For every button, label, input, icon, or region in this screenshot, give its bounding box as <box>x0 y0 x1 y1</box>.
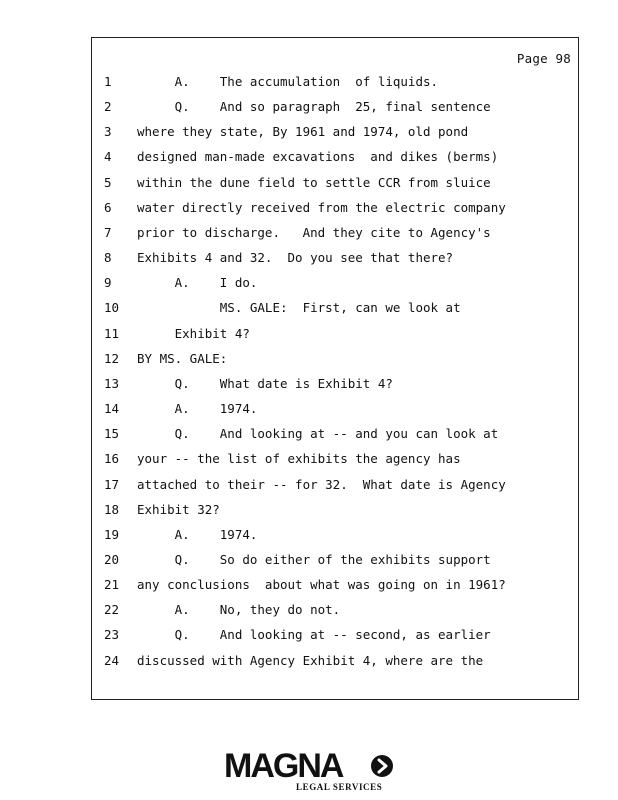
line-text: A. I do. <box>137 275 258 291</box>
line-number: 18 <box>104 501 120 517</box>
line-number: 13 <box>104 375 120 391</box>
line-text: any conclusions about what was going on in 1961? <box>137 577 506 593</box>
transcript-line <box>92 426 578 451</box>
transcript-line <box>92 124 578 149</box>
line-text: A. 1974. <box>137 526 258 542</box>
transcript-line <box>92 275 578 300</box>
page-number: Page 98 <box>516 51 571 66</box>
transcript-line <box>92 175 578 200</box>
line-text: prior to discharge. And they cite to Agency's <box>137 224 491 240</box>
magna-logo <box>224 748 396 792</box>
line-text: Q. And looking at -- and you can look at <box>137 426 499 442</box>
transcript-line <box>92 225 578 250</box>
line-number: 10 <box>104 300 120 316</box>
line-number: 4 <box>104 149 112 165</box>
line-text: water directly received from the electric company <box>137 199 506 215</box>
line-text: attached to their -- for 32. What date is Agency <box>137 476 506 492</box>
transcript-line <box>92 451 578 476</box>
line-number: 14 <box>104 401 120 417</box>
logo-wordmark: MAGNA <box>224 747 343 785</box>
transcript-line <box>92 602 578 627</box>
transcript-line <box>92 552 578 577</box>
line-number: 15 <box>104 426 120 442</box>
line-number: 8 <box>104 250 112 266</box>
transcript-line <box>92 627 578 652</box>
line-text: A. The accumulation of liquids. <box>137 74 439 89</box>
transcript-line <box>92 477 578 502</box>
transcript-line <box>92 99 578 124</box>
chevron-right-circle-icon <box>370 754 394 778</box>
line-text: designed man-made excavations and dikes (berms) <box>137 149 499 165</box>
line-text: Q. What date is Exhibit 4? <box>137 375 393 391</box>
line-text: Q. And looking at -- second, as earlier <box>137 627 491 643</box>
transcript-line <box>92 376 578 401</box>
line-text: Exhibits 4 and 32. Do you see that there? <box>137 250 454 266</box>
line-number: 2 <box>104 99 112 115</box>
transcript-line <box>92 300 578 325</box>
line-text: where they state, By 1961 and 1974, old pond <box>137 124 469 140</box>
line-number: 12 <box>104 350 120 366</box>
transcript-line <box>92 527 578 552</box>
line-text: Exhibit 32? <box>137 501 220 517</box>
line-text: Q. And so paragraph 25, final sentence <box>137 99 491 115</box>
line-text: discussed with Agency Exhibit 4, where are the <box>137 652 484 668</box>
line-number: 24 <box>104 652 120 668</box>
line-number: 1 <box>104 74 112 89</box>
line-number: 19 <box>104 526 120 542</box>
line-number: 3 <box>104 124 112 140</box>
line-text: Q. So do either of the exhibits support <box>137 551 491 567</box>
line-number: 11 <box>104 325 120 341</box>
transcript-page <box>91 37 579 700</box>
transcript-line <box>92 401 578 426</box>
line-text: your -- the list of exhibits the agency has <box>137 451 461 467</box>
transcript-lines <box>92 74 578 678</box>
transcript-line <box>92 149 578 174</box>
line-number: 5 <box>104 174 112 190</box>
line-number: 9 <box>104 275 112 291</box>
line-text: BY MS. GALE: <box>137 350 228 366</box>
line-text: A. No, they do not. <box>137 602 341 618</box>
line-number: 21 <box>104 577 120 593</box>
transcript-line <box>92 653 578 678</box>
line-text: A. 1974. <box>137 401 258 417</box>
line-text: MS. GALE: First, can we look at <box>137 300 461 316</box>
line-number: 7 <box>104 224 112 240</box>
line-text: Exhibit 4? <box>137 325 250 341</box>
line-text: within the dune field to settle CCR from sluice <box>137 174 491 190</box>
line-number: 17 <box>104 476 120 492</box>
logo-subtitle: LEGAL SERVICES <box>296 782 383 792</box>
transcript-line <box>92 577 578 602</box>
transcript-line <box>92 250 578 275</box>
transcript-line <box>92 502 578 527</box>
line-number: 16 <box>104 451 120 467</box>
transcript-line <box>92 74 578 99</box>
line-number: 6 <box>104 199 112 215</box>
line-number: 23 <box>104 627 120 643</box>
transcript-line <box>92 326 578 351</box>
transcript-line <box>92 351 578 376</box>
line-number: 22 <box>104 602 120 618</box>
line-number: 20 <box>104 551 120 567</box>
transcript-line <box>92 200 578 225</box>
